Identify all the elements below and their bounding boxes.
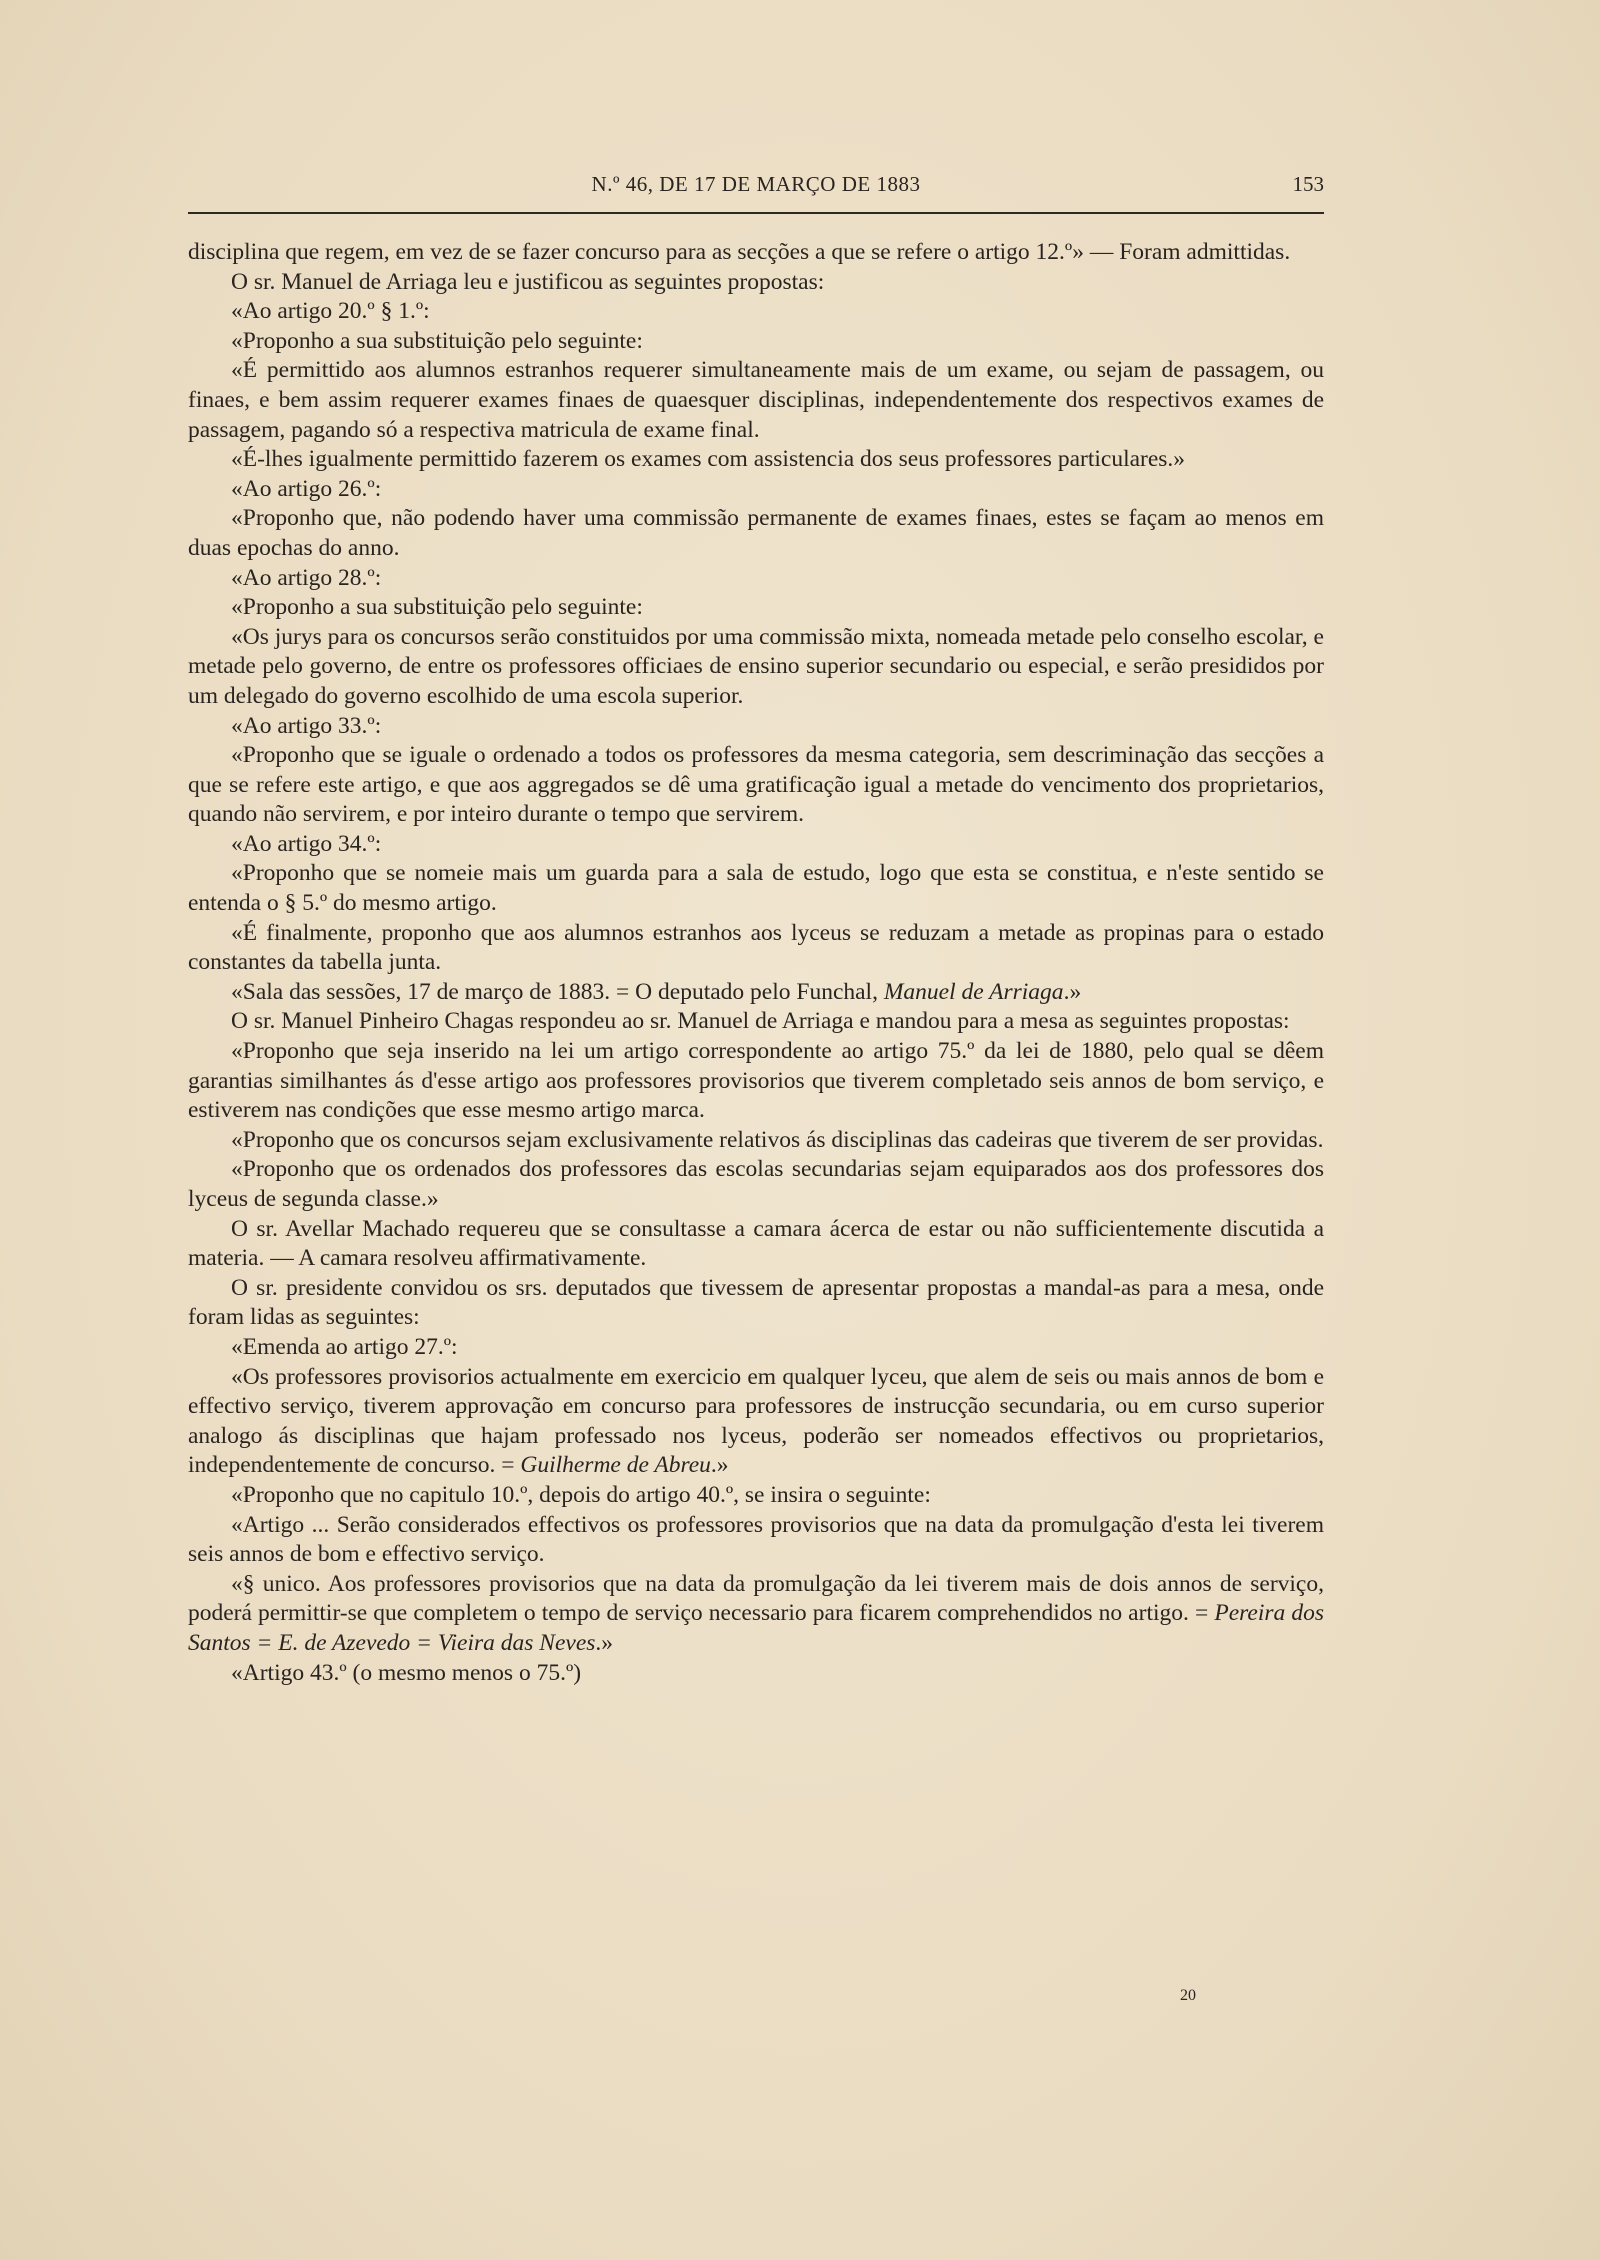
- signature-name: Pereira dos Santos = E. de Azevedo = Vieira das Neves: [188, 1600, 1325, 1656]
- paragraph: «Ao artigo 26.º:: [231, 475, 382, 502]
- paragraph: «Proponho que, não podendo haver uma commissão permanente de exames finaes, estes se façam ao menos em duas epochas do anno.: [188, 505, 1324, 561]
- paragraph: O sr. presidente convidou os srs. deputados que tivessem de apresentar propostas a mandal-as para a mesa, onde foram lidas as seguintes:: [188, 1274, 1324, 1331]
- paragraph: «Emenda ao artigo 27.º:: [231, 1333, 458, 1360]
- paragraph-text: «Sala das sessões, 17 de março de 1883. = O deputado pelo Funchal,: [231, 978, 884, 1005]
- paragraph: «Proponho que seja inserido na lei um artigo correspondente ao artigo 75.º da lei de 1880, pelo qual se dêem garantias similhantes ás d'esse artigo aos professores provisorios que tiverem completado seis annos de bom serviço, e estiverem nas condições que esse mesmo artigo marca.: [188, 1038, 1324, 1124]
- paragraph: «Ao artigo 33.º:: [231, 712, 382, 739]
- header-rule: [188, 212, 1324, 214]
- body-text: [188, 238, 1324, 1688]
- paragraph: «Artigo 43.º (o mesmo menos o 75.º): [231, 1659, 582, 1686]
- paragraph: «Proponho que se iguale o ordenado a todos os professores da mesma categoria, sem descriminação das secções a que se refere este artigo, e que aos aggregados se dê uma gratificação igual a metade do vencimento dos proprietarios, quando não servirem, e por inteiro durante o tempo que servirem.: [188, 742, 1324, 828]
- paragraph: «Proponho a sua substituição pelo seguinte:: [231, 327, 643, 354]
- paragraph-with-signature: [188, 1363, 1324, 1481]
- paragraph: «Proponho que os ordenados dos professores das escolas secundarias sejam equiparados aos dos professores dos lyceus de segunda classe.»: [188, 1156, 1324, 1212]
- paragraph: «Ao artigo 28.º:: [231, 564, 382, 591]
- paragraph: «Proponho que no capitulo 10.º, depois do artigo 40.º, se insira o seguinte:: [231, 1481, 931, 1508]
- signature-name: Manuel de Arriaga: [883, 978, 1064, 1005]
- paragraph: «É permittido aos alumnos estranhos requerer simultaneamente mais de um exame, ou sejam de passagem, ou finaes, e bem assim requerer exames finaes de quaesquer disciplinas, independentemente dos respectivos exames de passagem, pagando só a respectiva matricula de exame final.: [188, 357, 1324, 443]
- paragraph-with-signature: [188, 978, 1324, 1008]
- paragraph-with-signature: [188, 1570, 1324, 1659]
- paragraph: O sr. Avellar Machado requereu que se consultasse a camara ácerca de estar ou não sufficientemente discutida a materia. — A camara resolveu affirmativamente.: [188, 1215, 1324, 1272]
- signature-close: .»: [595, 1629, 614, 1656]
- printer-signature-mark: 20: [1180, 1987, 1196, 2004]
- paragraph: «Artigo ... Serão considerados effectivos os professores provisorios que na data da promulgação d'esta lei tiverem seis annos de bom e effectivo serviço.: [188, 1511, 1324, 1568]
- paragraph: «Proponho que se nomeie mais um guarda para a sala de estudo, logo que esta se constitua, e n'este sentido se entenda o § 5.º do mesmo artigo.: [188, 860, 1324, 917]
- paragraph: «Proponho a sua substituição pelo seguinte:: [231, 594, 643, 621]
- signature-close: .»: [1063, 978, 1082, 1005]
- paragraph: disciplina que regem, em vez de se fazer concurso para as secções a que se refere o artigo 12.º» — Foram admittidas.: [188, 239, 1291, 265]
- signature-close: .»: [710, 1452, 729, 1479]
- paragraph-text: «§ unico. Aos professores provisorios que na data da promulgação da lei tiverem mais de dois annos de serviço, poderá permittir-se que completem o tempo de serviço necessario para ficarem comprehendidos no artigo. =: [188, 1570, 1324, 1627]
- paragraph: O sr. Manuel de Arriaga leu e justificou as seguintes propostas:: [231, 268, 825, 295]
- paragraph: «É finalmente, proponho que aos alumnos estranhos aos lyceus se reduzam a metade as propinas para o estado constantes da tabella junta.: [188, 919, 1324, 976]
- paragraph: O sr. Manuel Pinheiro Chagas respondeu ao sr. Manuel de Arriaga e mandou para a mesa as seguintes propostas:: [231, 1008, 1290, 1035]
- signature-name: Guilherme de Abreu: [520, 1452, 711, 1479]
- paragraph: «Os jurys para os concursos serão constituidos por uma commissão mixta, nomeada metade pelo conselho escolar, e metade pelo governo, de entre os professores officiaes de ensino superior secundario ou especial, e serão presididos por um delegado do governo escolhido de uma escola superior.: [188, 623, 1324, 709]
- paragraph: «Ao artigo 20.º § 1.º:: [231, 298, 430, 325]
- running-title: N.º 46, DE 17 DE MARÇO DE 1883: [591, 172, 921, 196]
- paragraph: «É-lhes igualmente permittido fazerem os exames com assistencia dos seus professores particulares.»: [231, 446, 1186, 473]
- page-number: 153: [1292, 172, 1324, 196]
- paragraph: «Proponho que os concursos sejam exclusivamente relativos ás disciplinas das cadeiras que tiverem de ser providas.: [231, 1126, 1324, 1153]
- paragraph: «Ao artigo 34.º:: [231, 830, 382, 857]
- paragraph-text: «Os professores provisorios actualmente em exercicio em qualquer lyceu, que alem de seis ou mais annos de bom e effectivo serviço, tiverem approvação em concurso para professores de instrucção secundaria, ou em curso superior analogo ás disciplinas que hajam professado nos lyceus, poderão ser nomeados effectivos ou proprietarios, independentemente de concurso. =: [188, 1363, 1324, 1479]
- page-header: [188, 172, 1324, 208]
